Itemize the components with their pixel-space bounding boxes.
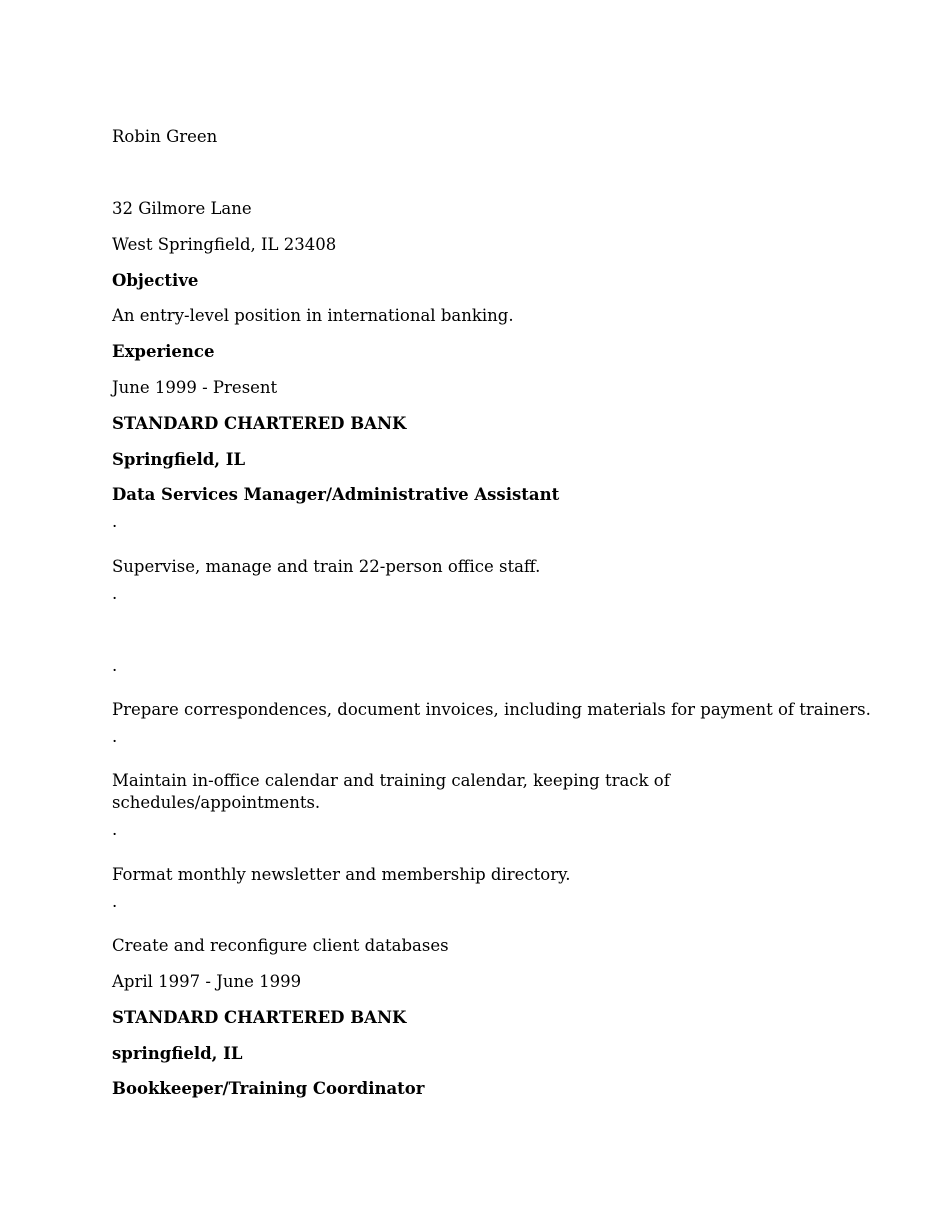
- job-1-duty-4: Maintain in-office calendar and training calendar, keeping track of schedules/appointments.: [112, 771, 670, 812]
- job-1-duty-6: Create and reconfigure client databases: [112, 936, 449, 955]
- bullet-marker: ·: [112, 517, 118, 536]
- applicant-name: Robin Green: [112, 127, 218, 146]
- job-1-duty-5: Format monthly newsletter and membership directory.: [112, 865, 571, 884]
- job-2-dates: April 1997 - June 1999: [112, 972, 302, 991]
- bullet-marker: ·: [112, 825, 118, 844]
- job-1-location: Springfield, IL: [112, 450, 246, 469]
- address-line-2: West Springfield, IL 23408: [112, 235, 337, 254]
- objective-heading: Objective: [112, 271, 199, 290]
- bullet-marker: ·: [112, 897, 118, 916]
- job-1-title: Data Services Manager/Administrative Assistant: [112, 485, 560, 504]
- bullet-marker: ·: [112, 732, 118, 751]
- job-2-location: springfield, IL: [112, 1044, 243, 1063]
- address-line-1: 32 Gilmore Lane: [112, 199, 252, 218]
- job-1-dates: June 1999 - Present: [112, 378, 278, 397]
- job-2-company: STANDARD CHARTERED BANK: [112, 1008, 407, 1027]
- bullet-marker: ·: [112, 589, 118, 608]
- objective-text: An entry-level position in international banking.: [112, 306, 514, 325]
- job-1-company: STANDARD CHARTERED BANK: [112, 414, 407, 433]
- experience-heading: Experience: [112, 342, 215, 361]
- job-2-title: Bookkeeper/Training Coordinator: [112, 1079, 425, 1098]
- bullet-marker: ·: [112, 661, 118, 680]
- job-1-duty-1: Supervise, manage and train 22-person office staff.: [112, 557, 541, 576]
- job-1-duty-3: Prepare correspondences, document invoices, including materials for payment of trainers.: [112, 700, 871, 719]
